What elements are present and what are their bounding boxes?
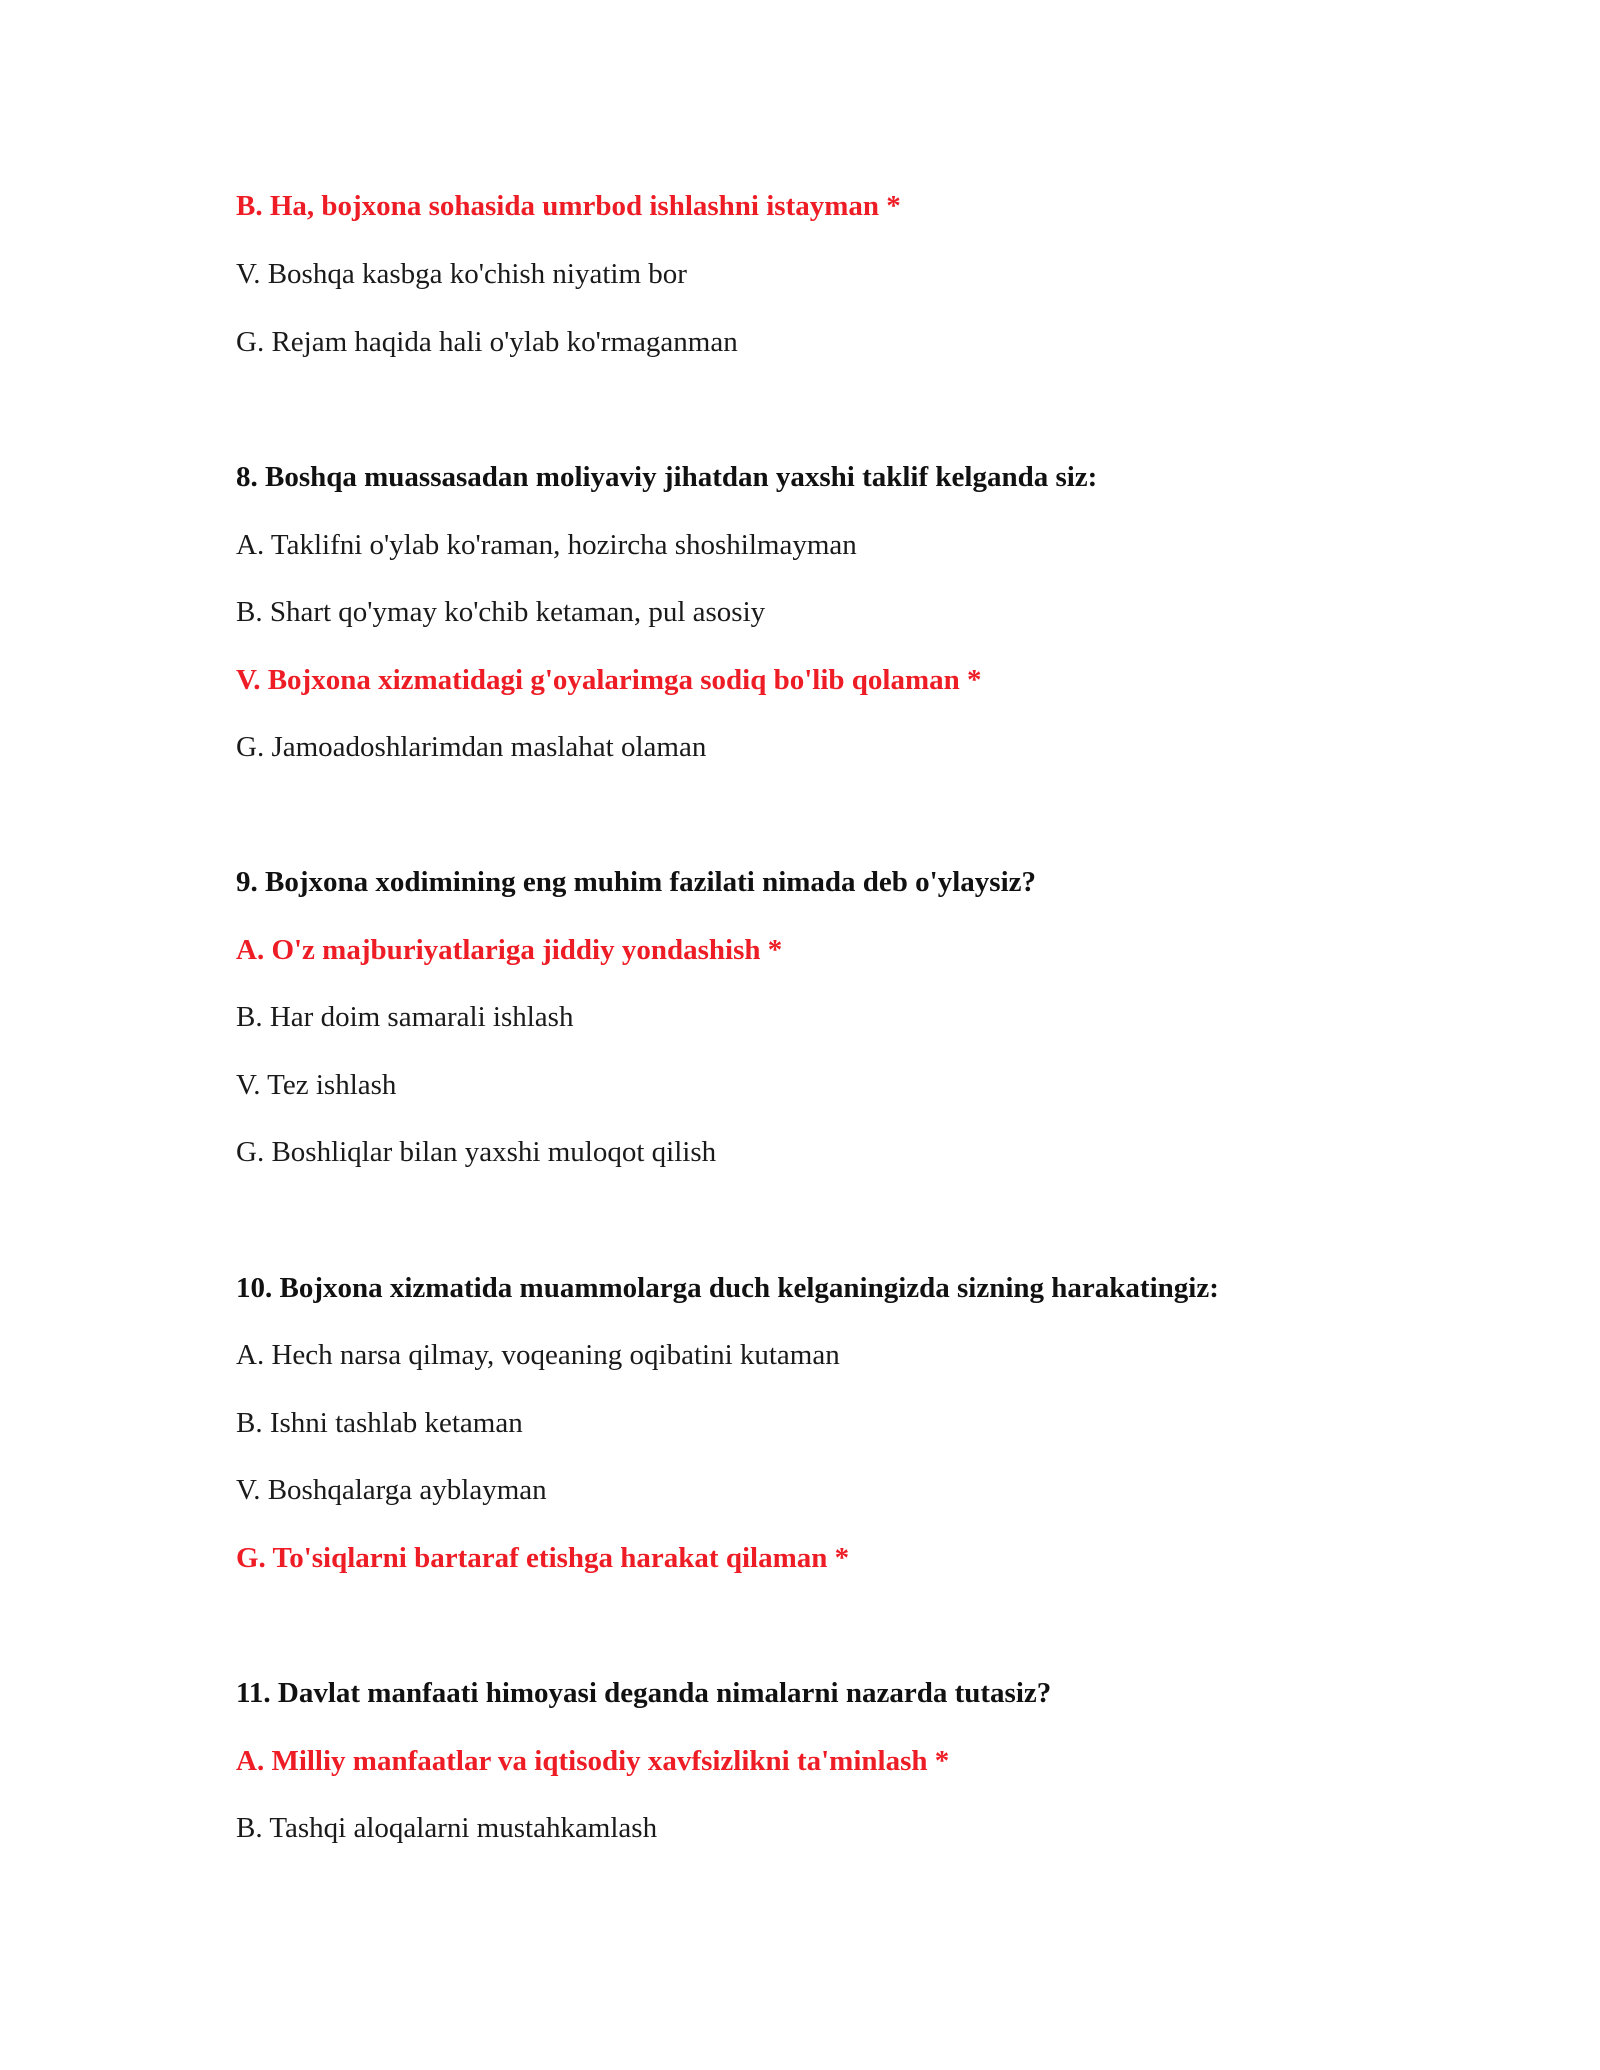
answer-option: G. Jamoadoshlarimdan maslahat olaman <box>236 731 707 763</box>
answer-option: B. Shart qo'ymay ko'chib ketaman, pul asosiy <box>236 596 766 628</box>
answer-option: B. Tashqi aloqalarni mustahkamlash <box>236 1812 658 1844</box>
answer-option: B. Har doim samarali ishlash <box>236 1001 574 1033</box>
answer-option: B. Ishni tashlab ketaman <box>236 1407 523 1439</box>
answer-option-correct: V. Bojxona xizmatidagi g'oyalarimga sodiq bo'lib qolaman * <box>236 664 982 696</box>
answer-option-correct: A. Milliy manfaatlar va iqtisodiy xavfsizlikni ta'minlash * <box>236 1745 950 1777</box>
answer-option-correct: A. O'z majburiyatlariga jiddiy yondashish * <box>236 934 783 966</box>
answer-option-correct: B. Ha, bojxona sohasida umrbod ishlashni istayman * <box>236 190 901 222</box>
question-8: 8. Boshqa muassasadan moliyaviy jihatdan yaxshi taklif kelganda siz: <box>236 461 1098 493</box>
question-11: 11. Davlat manfaati himoyasi deganda nimalarni nazarda tutasiz? <box>236 1677 1052 1709</box>
answer-option: G. Rejam haqida hali o'ylab ko'rmaganman <box>236 326 738 358</box>
answer-option: A. Hech narsa qilmay, voqeaning oqibatini kutaman <box>236 1339 840 1371</box>
question-9: 9. Bojxona xodimining eng muhim fazilati nimada deb o'ylaysiz? <box>236 866 1037 898</box>
answer-option: V. Boshqalarga ayblayman <box>236 1474 547 1506</box>
question-10: 10. Bojxona xizmatida muammolarga duch kelganingizda sizning harakatingiz: <box>236 1272 1219 1304</box>
answer-option: V. Tez ishlash <box>236 1069 397 1101</box>
answer-option: G. Boshliqlar bilan yaxshi muloqot qilish <box>236 1136 717 1168</box>
answer-option-correct: G. To'siqlarni bartaraf etishga harakat qilaman * <box>236 1542 850 1574</box>
answer-option: V. Boshqa kasbga ko'chish niyatim bor <box>236 258 687 290</box>
answer-option: A. Taklifni o'ylab ko'raman, hozircha shoshilmayman <box>236 529 857 561</box>
